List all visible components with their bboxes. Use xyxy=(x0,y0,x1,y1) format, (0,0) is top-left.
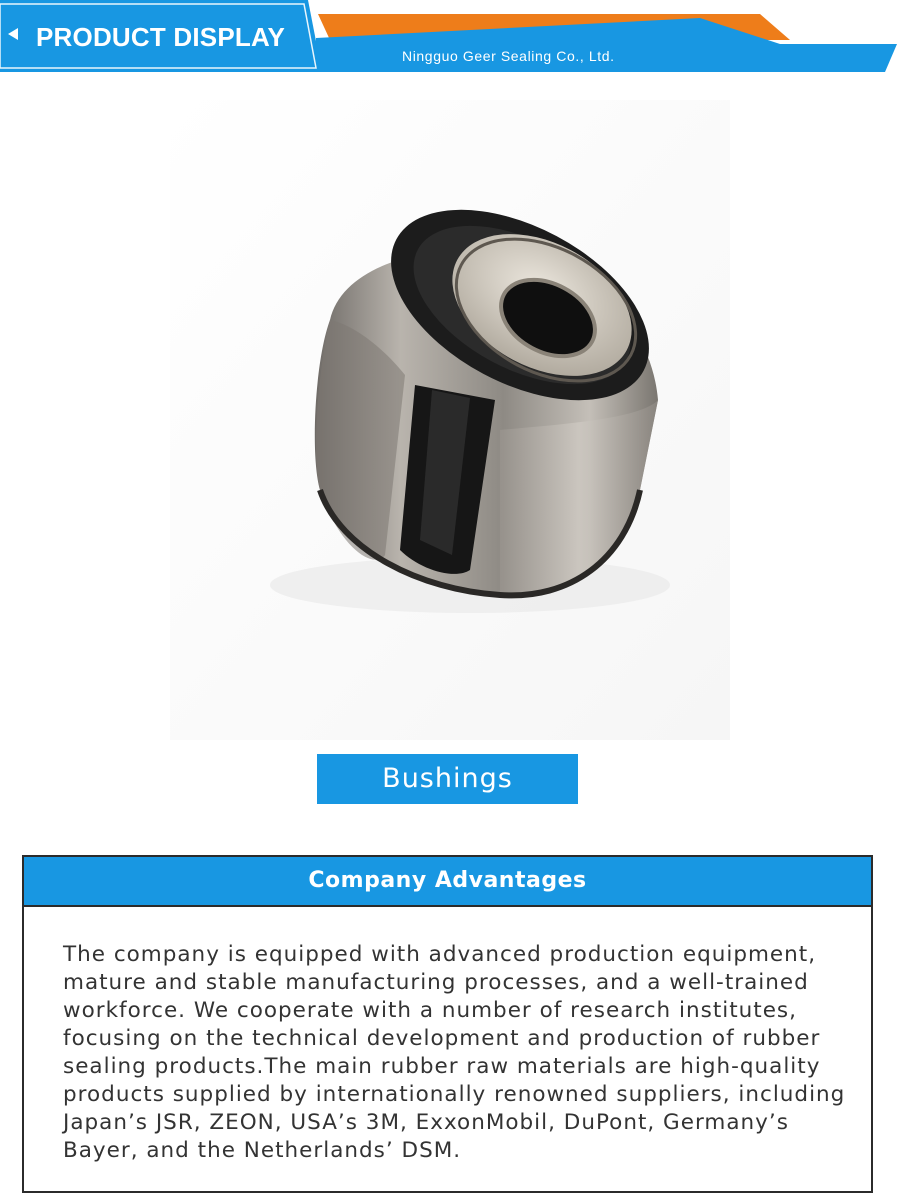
company-name: Ningguo Geer Sealing Co., Ltd. xyxy=(402,48,615,64)
advantages-body: The company is equipped with advanced production equipment, mature and stable manufacturing processes, and a well-trained workforce. We cooperate with a number of research institutes, focusing on the technical development and production of rubber sealing products.The main rubber raw materials are high-quality products supplied by internationally renowned suppliers, including Japan’s JSR, ZEON, USA’s 3M, ExxonMobil, DuPont, Germany’s Bayer, and the Netherlands’ DSM. xyxy=(63,942,846,1163)
header-banner xyxy=(0,0,897,75)
bushing-icon xyxy=(170,100,730,740)
product-name-label: Bushings xyxy=(317,754,578,804)
company-advantages-box xyxy=(22,855,873,1193)
page-title: PRODUCT DISPLAY xyxy=(36,22,286,52)
advantages-heading: Company Advantages xyxy=(24,857,871,907)
product-image xyxy=(170,100,730,740)
